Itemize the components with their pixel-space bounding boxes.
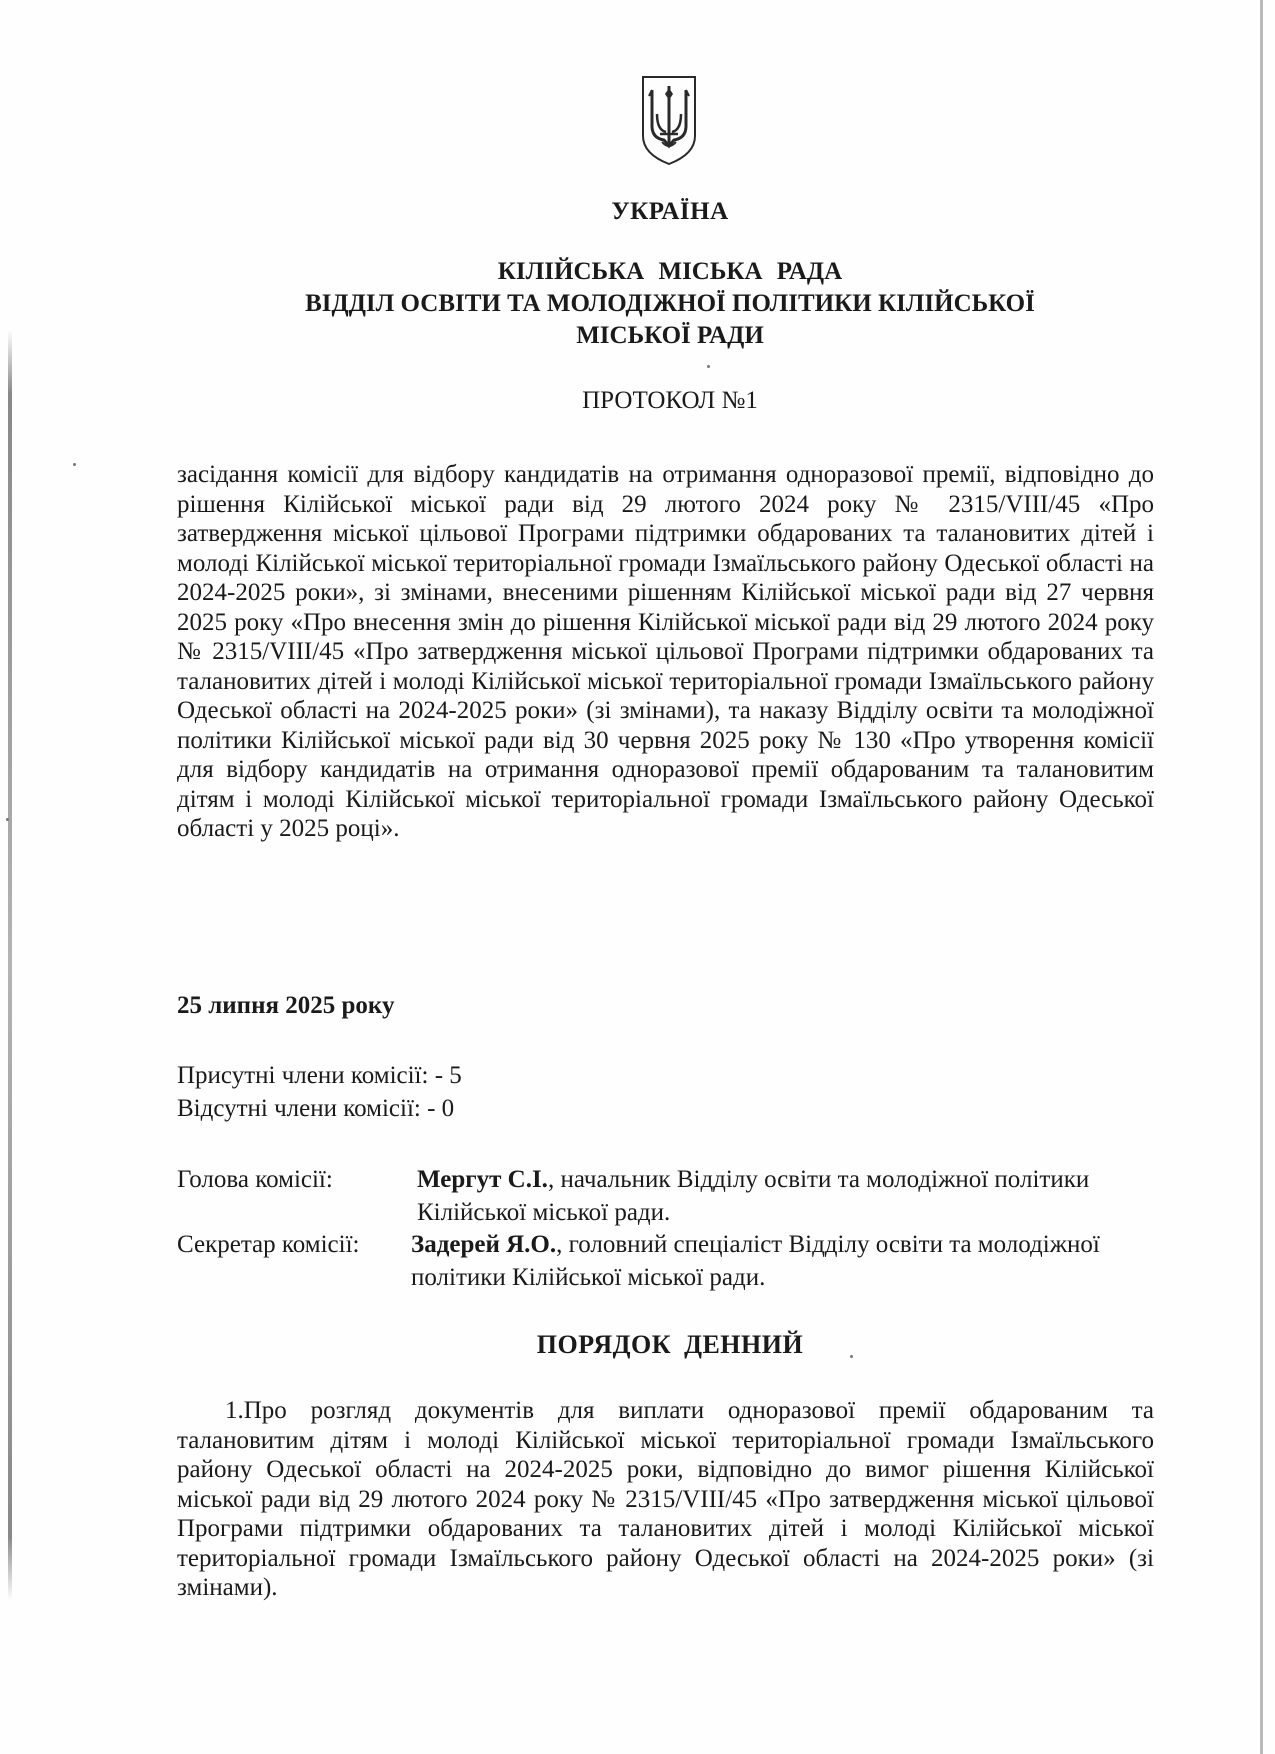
present-members: Присутні члени комісії: - 5	[177, 1062, 462, 1089]
attendance-block	[177, 1059, 462, 1125]
chair-details: , начальник Відділу освіти та молодіжної політики Кілійської міської ради.	[417, 1166, 1090, 1226]
scan-speck	[6, 818, 9, 821]
chair-info	[417, 1163, 1137, 1229]
scan-shadow-left	[8, 330, 12, 1600]
agenda-heading: ПОРЯДОК ДЕННИЙ	[536, 1330, 804, 1359]
secretary-details: , головний спеціаліст Відділу освіти та молодіжної політики Кілійської міської ради.	[411, 1231, 1100, 1291]
chair-name: Мергут С.І.	[417, 1166, 548, 1193]
protocol-title: ПРОТОКОЛ №1	[582, 387, 758, 414]
trident-coat-of-arms-icon	[640, 74, 698, 166]
protocol-preamble: засідання комісії для відбору кандидатів на отримання одноразової премії, відповідно до рішення Кілійської міської ради від 29 лютого 2024 року № 2315/VIII/45 «Про затвердження міської цільової Програми підтримки обдарованих та талановитих дітей і молоді Кілійської міської територіальної громади Ізмаїльського району Одеської області на 2024-2025 роки», зі змінами, внесеними рішенням Кілійської міської ради від 27 червня 2025 року «Про внесення змін до рішення Кілійської міської ради від 29 лютого 2024 року № 2315/VIII/45 «Про затвердження міської цільової Програми підтримки обдарованих та талановитих дітей і молоді Кілійської міської територіальної громади Ізмаїльського району Одеської області на 2024-2025 роки» (зі змінами), та наказу Відділу освіти та молодіжної політики Кілійської міської ради від 30 червня 2025 року № 130 «Про утворення комісії для відбору кандидатів на отримання одноразової премії обдарованим та талановитим дітям і молоді Кілійської міської територіальної громади Ізмаїльського району Одеської області у 2025 році».	[177, 461, 1154, 842]
scan-speck	[707, 365, 710, 368]
absent-members: Відсутні члени комісії: - 0	[177, 1095, 455, 1122]
council-heading	[170, 256, 1170, 352]
country-heading: УКРАЇНА	[611, 198, 729, 225]
commission-chair	[177, 1163, 1137, 1229]
scan-speck	[73, 463, 76, 466]
scan-speck	[850, 1355, 853, 1358]
agenda-item: 1.Про розгляд документів для виплати одноразової премії обдарованим та талановитим дітям і молоді Кілійської міської територіальної громади Ізмаїльського району Одеської області на 2024-2025 роки, відповідно до вимог рішення Кілійської міської ради від 29 лютого 2024 року № 2315/VIII/45 «Про затвердження міської цільової Програми підтримки обдарованих та талановитих дітей і молоді Кілійської міської територіальної громади Ізмаїльського району Одеської області на 2024-2025 роки» (зі змінами).	[177, 1397, 1154, 1601]
secretary-info	[411, 1228, 1137, 1294]
secretary-role-label: Секретар комісії:	[177, 1231, 360, 1258]
commission-secretary	[177, 1228, 1137, 1294]
council-name: КІЛІЙСЬКА МІСЬКА РАДА	[497, 258, 843, 285]
scan-shadow-right	[1260, 0, 1263, 1754]
secretary-name: Задерей Я.О.	[411, 1231, 557, 1258]
department-name-line1: ВІДДІЛ ОСВІТИ ТА МОЛОДІЖНОЇ ПОЛІТИКИ КІЛІЙСЬКОЇ	[305, 290, 1035, 317]
meeting-date: 25 липня 2025 року	[177, 992, 395, 1019]
department-name-line2: МІСЬКОЇ РАДИ	[576, 322, 764, 349]
chair-role-label: Голова комісії:	[177, 1166, 333, 1193]
